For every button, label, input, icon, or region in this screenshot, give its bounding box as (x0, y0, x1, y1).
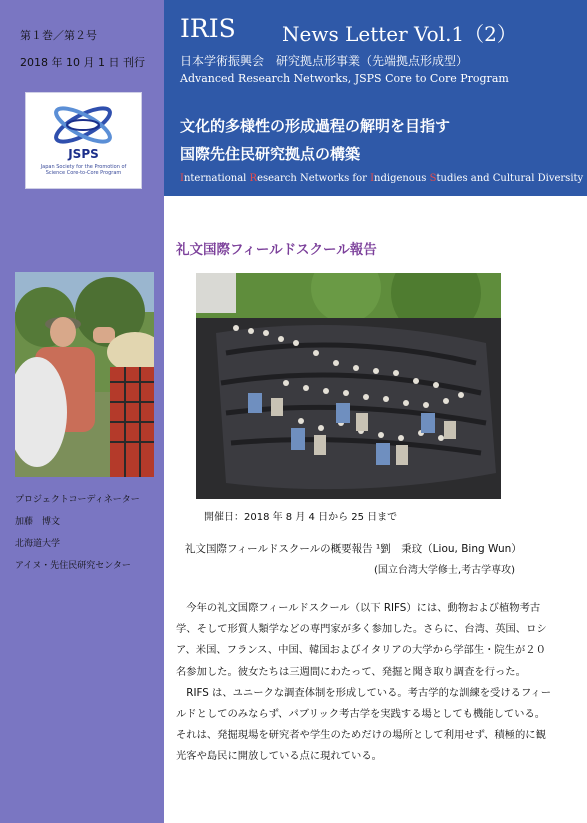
event-date-caption: 開催日：2018 年 8 月 4 日から 25 日まで (204, 512, 398, 523)
network-initial: I (180, 173, 184, 184)
program-japanese: 日本学術振興会 研究拠点形事業（先端拠点形成型） (180, 54, 469, 68)
network-word: ndigenous (374, 173, 430, 184)
network-name (180, 173, 583, 184)
paragraph: RIFS は、ユニークな調査体制を形成している。考古学的な訓練を受けるフィールドとしてのみならず、パブリック考古学を実践する場としても機能している。それは、発掘現場を研究者や学生のためだけの場所として利用せず、積極的に観光客や島民に開放している点に現れている。 (176, 686, 552, 763)
coordinator-credits (15, 489, 140, 577)
logo-text: JSPS (68, 147, 99, 161)
network-word: esearch Networks for (257, 173, 371, 184)
logo-subtitle: Japan Society for the Promotion of Science Core-to-Core Program (40, 164, 127, 176)
article-title: 礼文国際フィールドスクール報告 (176, 242, 377, 258)
sidebar (0, 0, 164, 823)
publication-date: 2018 年 10 月 1 日 刊行 (20, 56, 145, 69)
masthead-iris: IRIS (180, 14, 236, 43)
network-initial: R (249, 173, 258, 184)
network-initial: S (429, 173, 437, 184)
photo-group-fieldschool (196, 273, 501, 499)
photo-coordinator (15, 272, 154, 477)
article-body (176, 598, 551, 768)
program-english: Advanced Research Networks, JSPS Core to Core Program (180, 72, 509, 85)
paragraph: 今年の礼文国際フィールドスクール（以下 RIFS）には、動物および植物考古学、そして形質人類学などの専門家が多く参加した。さらに、台湾、英国、ロシア、米国、フランス、中国、韓国およびイタリアの大学から学部生・院生が２０名参加した。彼女たちは三週間にわたって、発掘と聞き取り調査を行った。 (176, 602, 547, 678)
credit-university: 北海道大学 (15, 539, 61, 549)
network-word: nternational (183, 173, 250, 184)
jsps-logo (25, 92, 142, 189)
masthead-volume: News Letter Vol.1（2） (282, 22, 517, 46)
credit-name: 加藤 博文 (15, 517, 61, 527)
report-byline: 礼文国際フィールドスクールの概要報告 ¹劉 秉玟（Liou, Bing Wun） (185, 543, 522, 555)
jsps-logo-mark-icon (26, 93, 141, 153)
project-title-line1: 文化的多様性の形成過程の解明を目指す (180, 117, 451, 135)
author-affiliation: (国立台湾大学修士,考古学専攻) (374, 565, 515, 576)
credit-role: プロジェクトコーディネーター (15, 495, 140, 505)
issue-number: 第１巻／第２号 (20, 29, 97, 42)
network-word: tudies and Cultural Diversity (436, 173, 584, 184)
newsletter-header (164, 0, 587, 196)
credit-center: アイヌ・先住民研究センター (15, 561, 131, 571)
project-title-line2: 国際先住民研究拠点の構築 (180, 145, 361, 163)
network-initial: I (370, 173, 375, 184)
